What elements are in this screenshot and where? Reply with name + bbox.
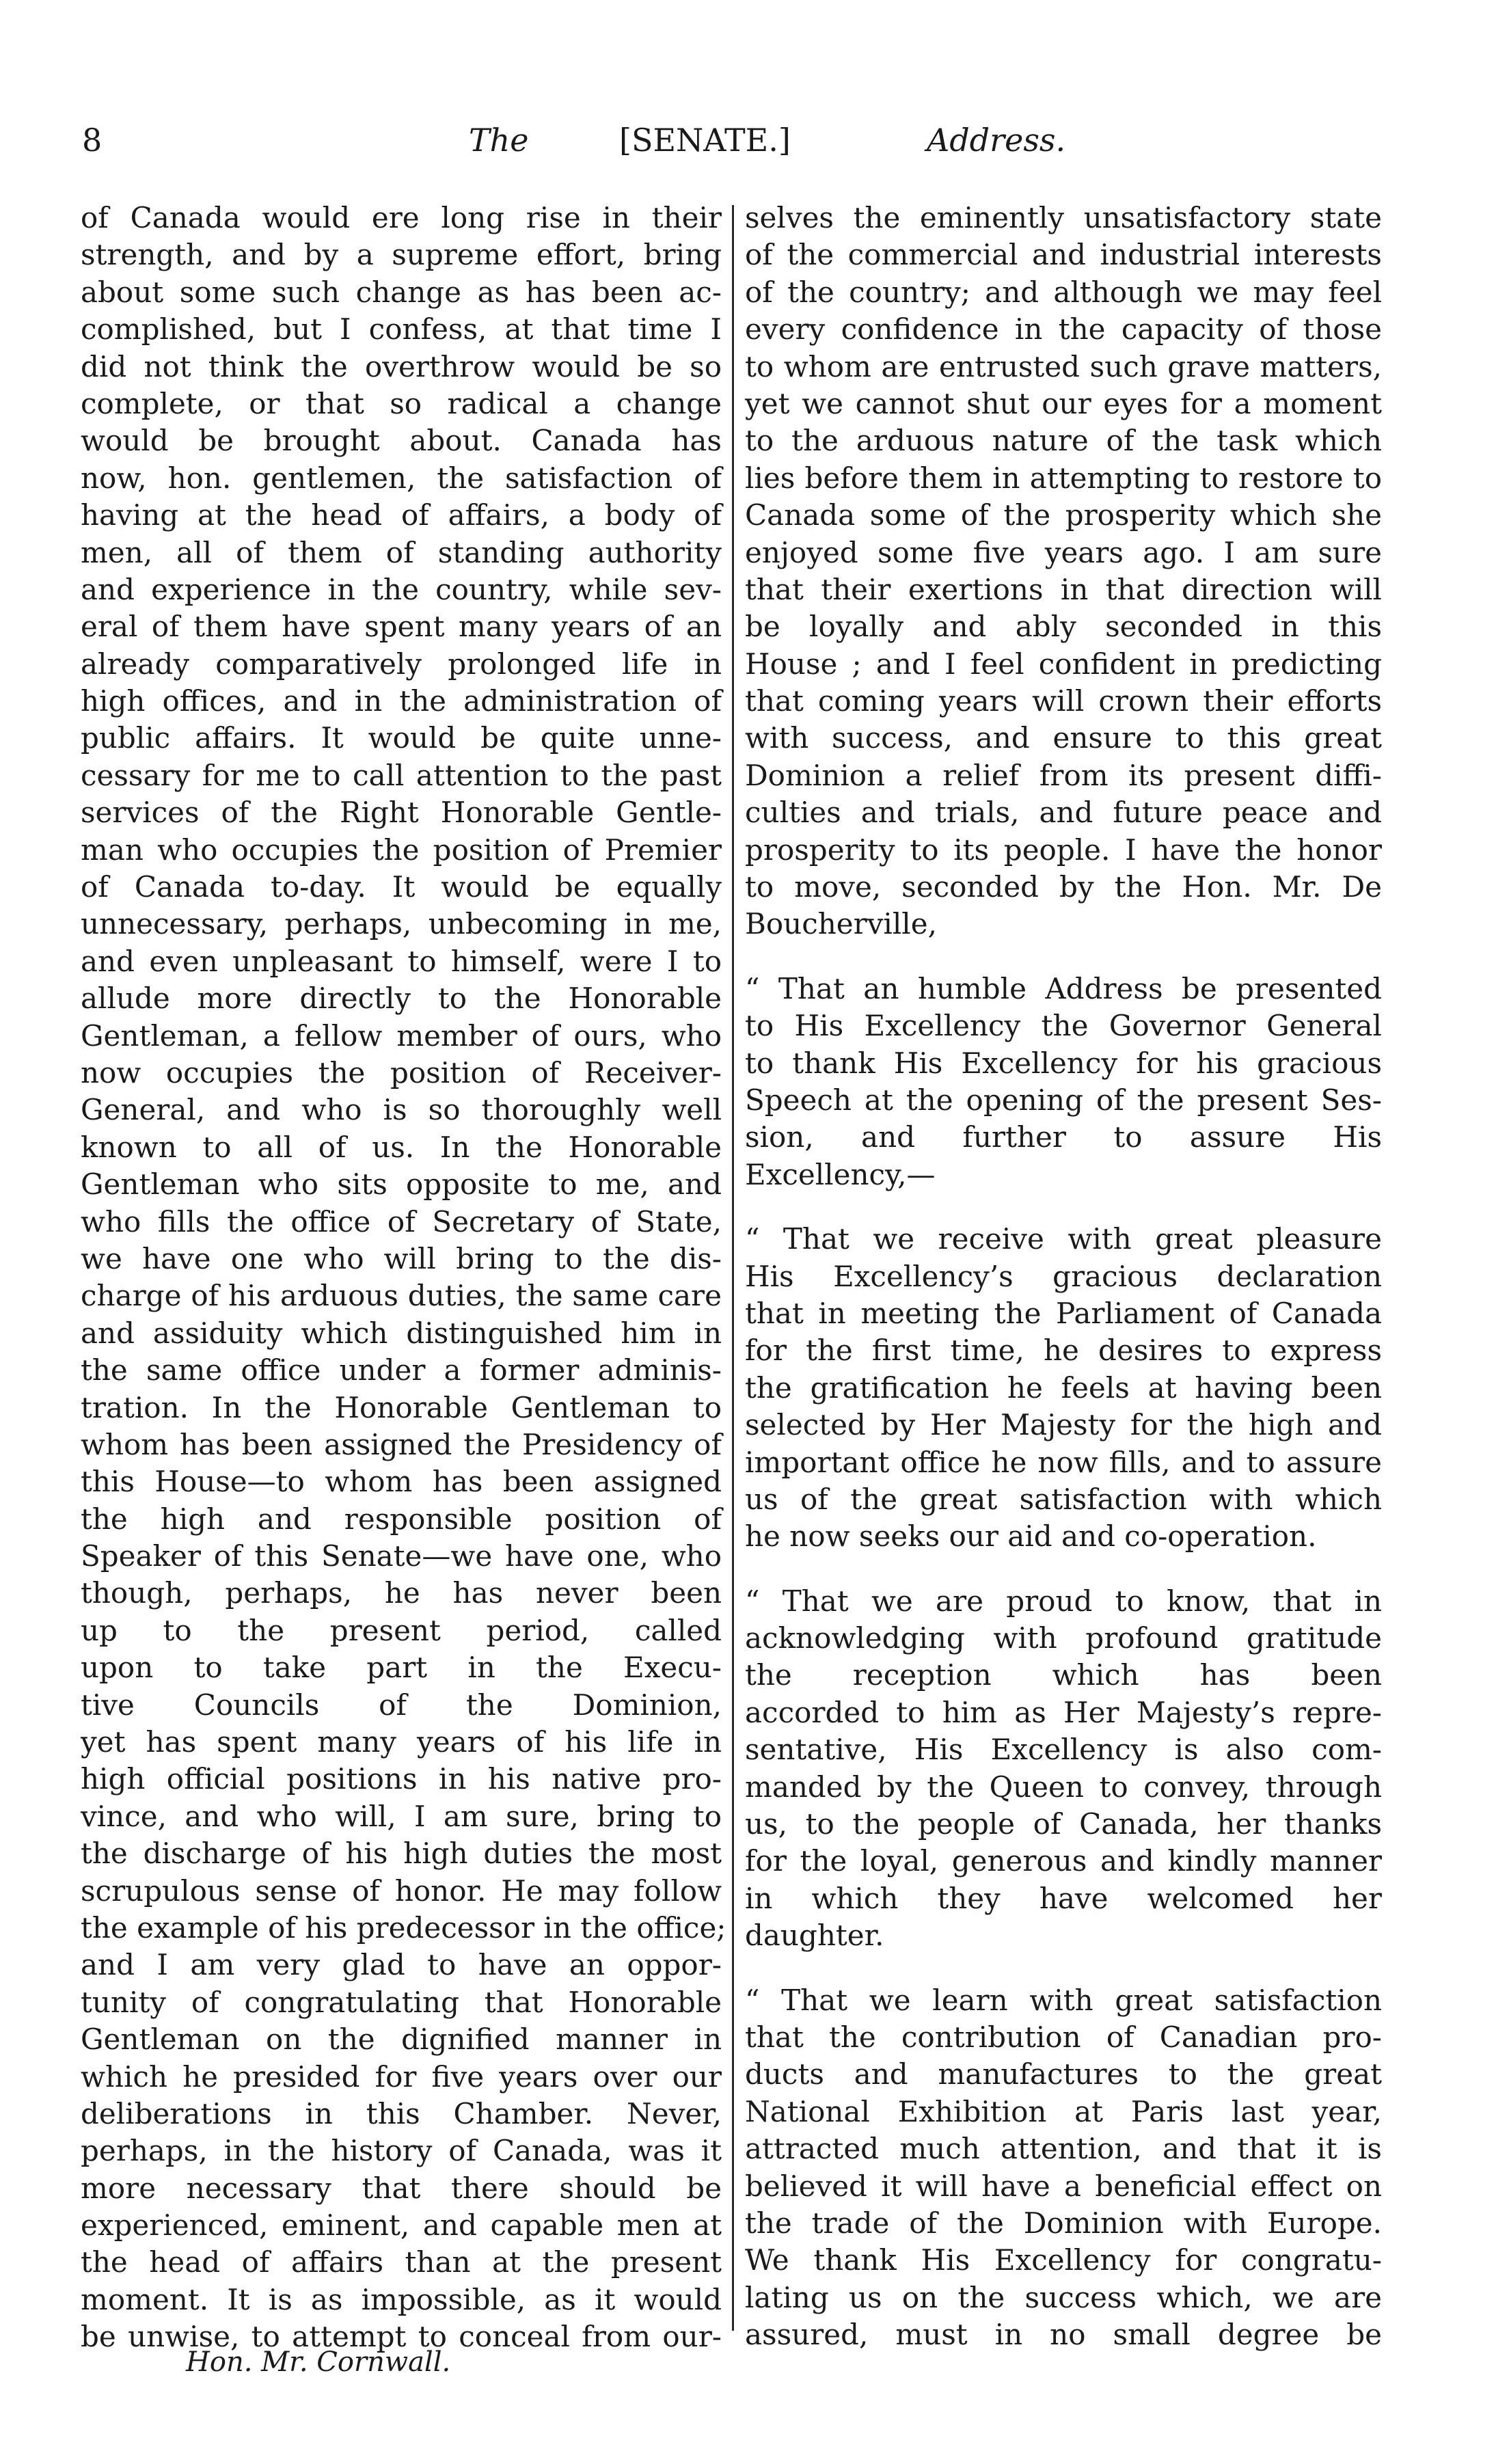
text-line: this House—to whom has been assigned (81, 1465, 722, 1499)
address-line: assured, must in no small degree be (745, 2318, 1382, 2352)
text-line: services of the Right Honorable Gentle- (81, 796, 722, 830)
speaker-footer: Hon. Mr. Cornwall. (186, 2346, 451, 2378)
text-line: charge of his arduous duties, the same care (81, 1279, 722, 1313)
left-column (81, 200, 726, 2356)
text-line: moment. It is as impossible, as it would (81, 2282, 722, 2316)
text-line: already comparatively prolonged life in (81, 647, 722, 681)
address-line: acknowledging with profound gratitude (745, 1621, 1382, 1655)
text-line: prosperity to its people. I have the honor (745, 832, 1382, 867)
address-line: “ That we learn with great satisfaction (745, 1983, 1382, 2017)
address-line: that in meeting the Parliament of Canada (745, 1296, 1382, 1330)
address-line: attracted much attention, and that it is (745, 2132, 1382, 2166)
text-line: and experience in the country, while sev- (81, 572, 722, 606)
address-line: he now seeks our aid and co-operation. (745, 1519, 1317, 1554)
text-line: of the commercial and industrial interests (745, 238, 1382, 272)
text-line: about some such change as has been ac- (81, 275, 722, 309)
text-line: the high and responsible position of (81, 1502, 722, 1536)
address-line: us, to the people of Canada, her thanks (745, 1807, 1382, 1841)
text-line: more necessary that there should be (81, 2171, 722, 2205)
text-line: the example of his predecessor in the office; (81, 1910, 726, 1945)
text-line: Dominion a relief from its present diffi- (745, 758, 1382, 792)
text-line: known to all of us. In the Honorable (81, 1130, 722, 1164)
text-line: perhaps, in the history of Canada, was it (81, 2134, 722, 2168)
header-right-title: Address. (927, 122, 1066, 159)
text-line: enjoyed some five years ago. I am sure (745, 535, 1382, 569)
text-line: tunity of congratulating that Honorable (81, 1985, 722, 2019)
text-line: men, all of them of standing authority (81, 535, 722, 569)
address-line: Excellency,— (745, 1157, 936, 1191)
text-line: whom has been assigned the Presidency of (81, 1427, 722, 1461)
paragraph-gap (745, 1193, 1382, 1221)
text-line: Gentleman on the dignified manner in (81, 2022, 722, 2057)
address-line: for the first time, he desires to express (745, 1333, 1382, 1368)
paragraph-gap (745, 943, 1382, 971)
text-line: the same office under a former adminis- (81, 1353, 722, 1387)
text-line: public affairs. It would be quite unne- (81, 721, 722, 755)
text-line: high offices, and in the administration of (81, 684, 722, 718)
running-header (79, 122, 1383, 170)
paragraph-gap (745, 1556, 1382, 1583)
text-line: every confidence in the capacity of those (745, 312, 1382, 347)
text-line: to the arduous nature of the task which (745, 424, 1382, 458)
text-line: would be brought about. Canada has (81, 424, 722, 458)
text-line: culties and trials, and future peace and (745, 796, 1382, 830)
paragraph-gap (745, 1955, 1382, 1982)
text-line: lies before them in attempting to restore to (745, 461, 1382, 495)
text-line: up to the present period, called (81, 1613, 722, 1647)
text-line: now occupies the position of Receiver- (81, 1055, 722, 1089)
text-line: having at the head of affairs, a body of (81, 498, 722, 532)
text-line: high official positions in his native pro- (81, 1762, 722, 1796)
text-line: eral of them have spent many years of an (81, 610, 722, 644)
address-line: in which they have welcomed her (745, 1881, 1382, 1915)
text-line: be unwise, to attempt to conceal from our- (81, 2320, 722, 2354)
address-line: that the contribution of Canadian pro- (745, 2020, 1382, 2054)
address-line: believed it will have a beneficial effect on (745, 2169, 1382, 2203)
address-line: accorded to him as Her Majesty’s repre- (745, 1695, 1382, 1729)
text-line: we have one who will bring to the dis- (81, 1241, 722, 1275)
text-line: who fills the office of Secretary of State, (81, 1204, 722, 1238)
text-line: with success, and ensure to this great (745, 721, 1382, 755)
address-line: selected by Her Majesty for the high and (745, 1408, 1382, 1442)
text-line: upon to take part in the Execu- (81, 1651, 722, 1685)
address-line: the reception which has been (745, 1658, 1382, 1692)
text-line: and I am very glad to have an oppor- (81, 1948, 722, 1982)
address-line: We thank His Excellency for congratu- (745, 2243, 1382, 2277)
text-line: yet we cannot shut our eyes for a moment (745, 386, 1382, 420)
text-line: that coming years will crown their efforts (745, 684, 1382, 718)
text-line: scrupulous sense of honor. He may follow (81, 1873, 722, 1908)
text-line: unnecessary, perhaps, unbecoming in me, (81, 907, 722, 941)
address-line: sentative, His Excellency is also com- (745, 1733, 1382, 1767)
text-line: to move, seconded by the Hon. Mr. De (745, 870, 1382, 904)
text-line: complished, but I confess, at that time I (81, 312, 722, 347)
text-line: Gentleman, a fellow member of ours, who (81, 1018, 722, 1053)
text-line: General, and who is so thoroughly well (81, 1093, 722, 1127)
address-line: “ That we are proud to know, that in (745, 1584, 1382, 1618)
address-line: “ That we receive with great pleasure (745, 1222, 1382, 1256)
page-number: 8 (82, 122, 103, 159)
text-line: be loyally and ably seconded in this (745, 610, 1382, 644)
address-line: to thank His Excellency for his gracious (745, 1046, 1382, 1080)
text-line: and even unpleasant to himself, were I to (81, 944, 722, 978)
text-line: which he presided for five years over our (81, 2059, 722, 2094)
text-line: Boucherville, (745, 907, 937, 941)
address-line: the gratification he feels at having been (745, 1370, 1382, 1405)
address-line: us of the great satisfaction with which (745, 1482, 1382, 1516)
text-line: to whom are entrusted such grave matters, (745, 349, 1382, 383)
text-line: the discharge of his high duties the most (81, 1837, 722, 1871)
column-divider (732, 205, 734, 2331)
text-line: complete, or that so radical a change (81, 386, 722, 420)
text-line: of Canada would ere long rise in their (81, 201, 722, 234)
address-line: “ That an humble Address be presented (745, 971, 1382, 1005)
address-line: Speech at the opening of the present Ses- (745, 1083, 1382, 1117)
text-line: Canada some of the prosperity which she (745, 498, 1382, 532)
text-line: experienced, eminent, and capable men at (81, 2208, 722, 2243)
address-line: lating us on the success which, we are (745, 2280, 1382, 2314)
address-line: daughter. (745, 1919, 884, 1953)
text-line: that their exertions in that direction will (745, 572, 1382, 606)
text-line: cessary for me to call attention to the past (81, 758, 722, 792)
text-line: tration. In the Honorable Gentleman to (81, 1390, 722, 1424)
address-line: to His Excellency the Governor General (745, 1009, 1382, 1043)
text-line: man who occupies the position of Premier (81, 832, 722, 867)
text-line: and assiduity which distinguished him in (81, 1316, 722, 1350)
text-line: Gentleman who sits opposite to me, and (81, 1167, 722, 1202)
text-line: strength, and by a supreme effort, bring (81, 238, 722, 272)
text-line: did not think the overthrow would be so (81, 349, 722, 383)
header-left-title: The (469, 122, 529, 159)
address-line: manded by the Queen to convey, through (745, 1770, 1382, 1804)
text-line: allude more directly to the Honorable (81, 981, 722, 1016)
text-line: selves the eminently unsatisfactory state (745, 201, 1382, 234)
text-line: vince, and who will, I am sure, bring to (81, 1799, 722, 1833)
header-section: [SENATE.] (619, 122, 791, 159)
text-line: though, perhaps, he has never been (81, 1576, 722, 1610)
address-line: sion, and further to assure His (745, 1120, 1382, 1154)
address-line: ducts and manufactures to the great (745, 2057, 1382, 2091)
text-line: the head of affairs than at the present (81, 2245, 722, 2279)
address-line: for the loyal, generous and kindly manner (745, 1844, 1382, 1878)
text-line: yet has spent many years of his life in (81, 1725, 722, 1759)
text-line: now, hon. gentlemen, the satisfaction of (81, 461, 722, 495)
text-line: of Canada to-day. It would be equally (81, 870, 722, 904)
text-line: House ; and I feel confident in predicting (745, 647, 1382, 681)
right-column (745, 200, 1382, 2353)
address-line: important office he now fills, and to assure (745, 1445, 1382, 1479)
text-line: deliberations in this Chamber. Never, (81, 2096, 722, 2130)
text-line: Speaker of this Senate—we have one, who (81, 1539, 722, 1573)
text-line: of the country; and although we may feel (745, 275, 1382, 309)
text-line: tive Councils of the Dominion, (81, 1688, 722, 1722)
address-line: National Exhibition at Paris last year, (745, 2094, 1382, 2128)
address-line: His Excellency’s gracious declaration (745, 1259, 1382, 1293)
address-line: the trade of the Dominion with Europe. (745, 2206, 1382, 2240)
